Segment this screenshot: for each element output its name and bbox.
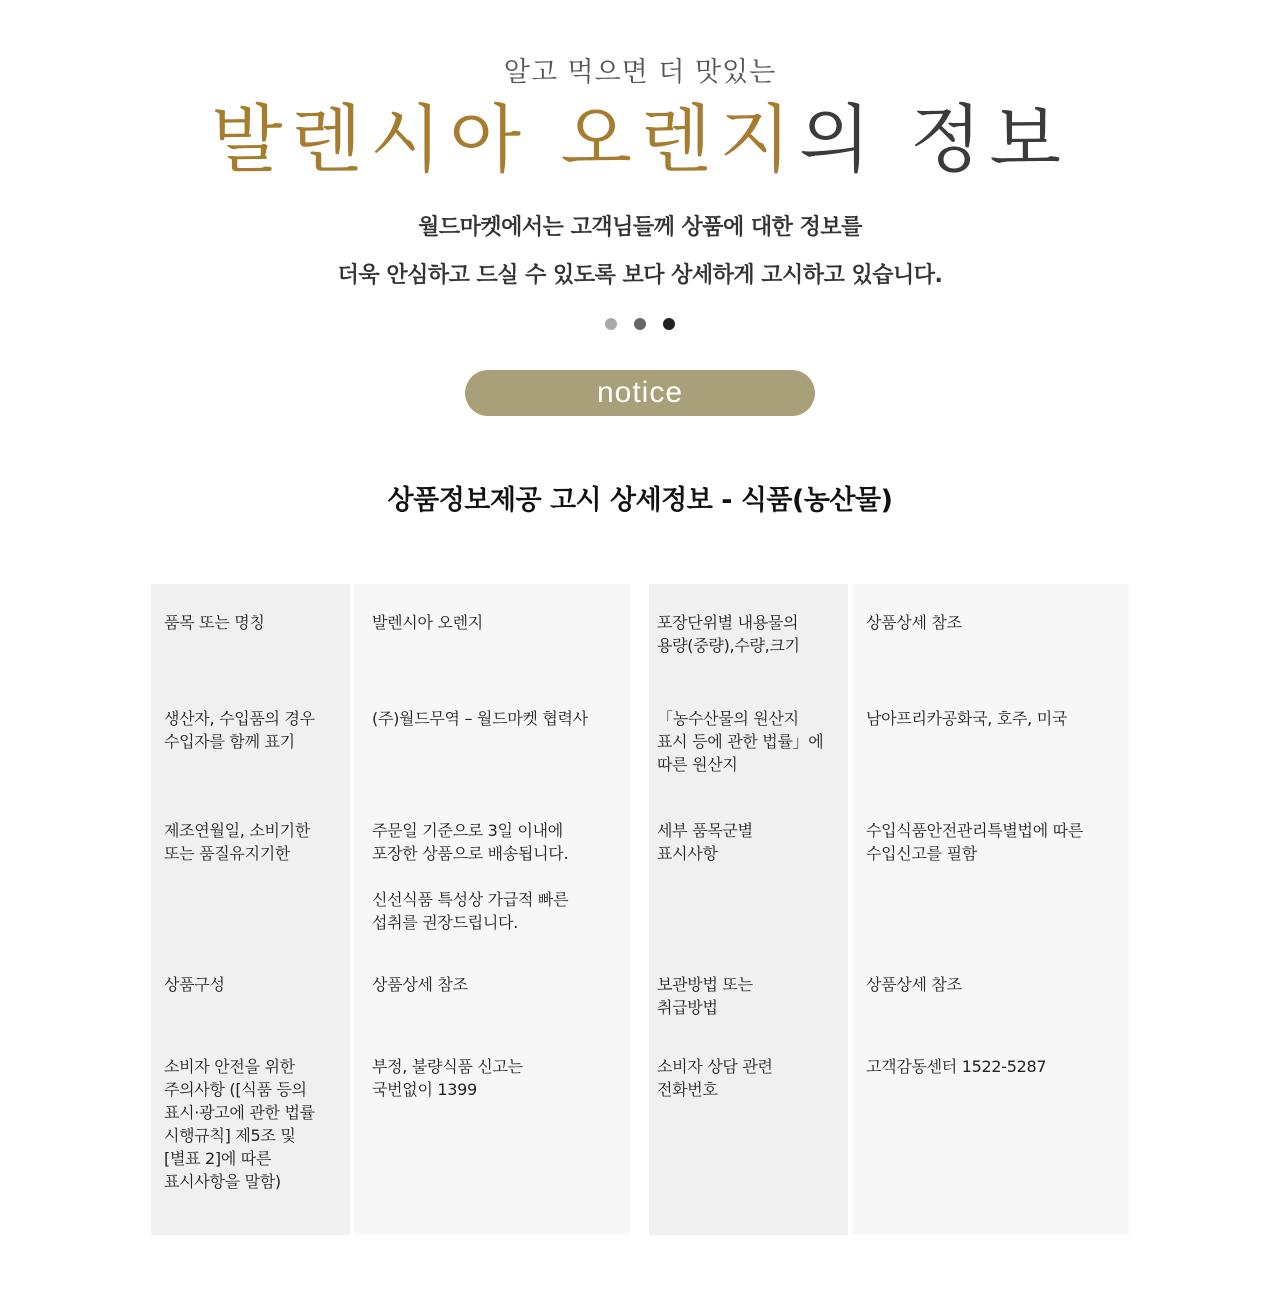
right-value-cell: 상품상세 참조: [866, 975, 962, 994]
dot-3: [663, 318, 675, 330]
dot-1: [605, 318, 617, 330]
right-value-cell: 상품상세 참조: [866, 613, 962, 632]
right-label-cell: 「농수산물의 원산지 표시 등에 관한 법률」에 따른 원산지: [657, 709, 824, 774]
product-info-table: [151, 584, 1129, 1235]
left-value-cell: (주)월드무역 – 월드마켓 협력사: [372, 709, 588, 728]
left-value-cell: 주문일 기준으로 3일 이내에 포장한 상품으로 배송됩니다. 신선식품 특성상 가급적 빠른 섭취를 권장드립니다.: [372, 821, 569, 932]
left-label-cell: 소비자 안전을 위한 주의사항 ([식품 등의 표시·광고에 관한 법률 시행규칙] 제5조 및 [별표 2]에 따른 표시사항을 말함): [164, 1057, 315, 1191]
left-label-cell: 품목 또는 명칭: [164, 613, 265, 632]
hero-description-line-1: 월드마켓에서는 고객님들께 상품에 대한 정보를: [418, 215, 862, 240]
hero-tagline: 알고 먹으면 더 맛있는: [503, 57, 777, 88]
left-label-cell: 제조연월일, 소비기한 또는 품질유지기한: [164, 821, 310, 863]
right-value-cell: 고객감동센터 1522-5287: [866, 1057, 1047, 1076]
right-label-cell: 세부 품목군별 표시사항: [657, 821, 753, 863]
left-value-cell: 부정, 불량식품 신고는 국번없이 1399: [372, 1057, 523, 1099]
hero-title-rest: 의 정보: [798, 97, 1069, 183]
left-label-cell: 상품구성: [164, 975, 225, 994]
right-label-column: [649, 584, 848, 1235]
right-label-cell: 소비자 상담 관련 전화번호: [657, 1057, 773, 1099]
dot-indicator: [0, 318, 1280, 330]
hero-title-accent: 발렌시아 오렌지: [211, 97, 799, 183]
left-value-cell: 상품상세 참조: [372, 975, 468, 994]
hero-description-line-2: 더욱 안심하고 드실 수 있도록 보다 상세하게 고시하고 있습니다.: [337, 263, 943, 288]
section-title: 상품정보제공 고시 상세정보 - 식품(농산물): [387, 485, 893, 516]
hero-title: [0, 92, 1280, 188]
right-value-column: [852, 584, 1129, 1235]
left-value-cell: 발렌시아 오렌지: [372, 613, 483, 632]
right-value-cell: 남아프리카공화국, 호주, 미국: [866, 709, 1068, 728]
dot-2: [634, 318, 646, 330]
notice-badge: notice: [465, 370, 815, 416]
right-value-cell: 수입식품안전관리특별법에 따른 수입신고를 필함: [866, 821, 1083, 863]
right-label-cell: 포장단위별 내용물의 용량(중량),수량,크기: [657, 613, 800, 655]
left-label-cell: 생산자, 수입품의 경우 수입자를 함께 표기: [164, 709, 315, 751]
right-label-cell: 보관방법 또는 취급방법: [657, 975, 753, 1017]
